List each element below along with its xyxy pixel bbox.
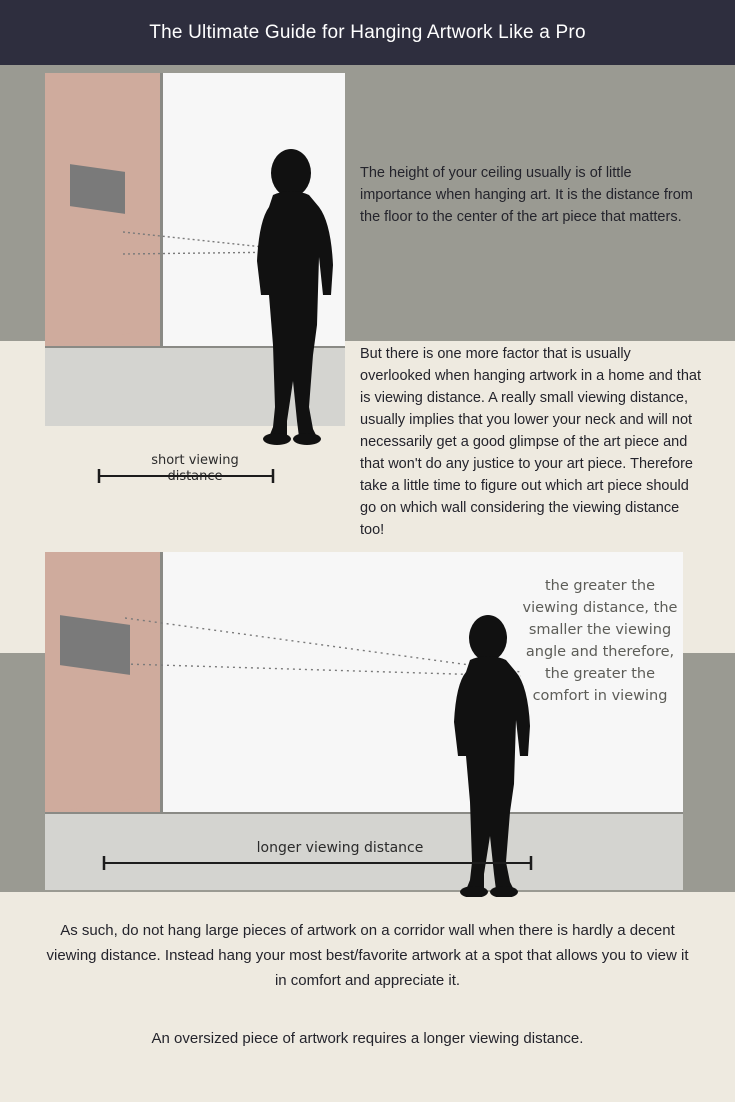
paragraph-viewing-distance: But there is one more factor that is usually overlooked when hanging artwork in a home and that is viewing distance. A really small viewing distance, usually implies that you lower your neck and will not necessarily get a good glimpse of the art piece and that won't do any justice to your art piece. Therefore take a little time to figure out which art piece should go on which wall considering the viewing distance too! <box>360 346 701 538</box>
paragraph-corridor-advice: As such, do not hang large pieces of artwork on a corridor wall when there is hardly a decent viewing distance. Instead hang your most best/favorite artwork at a spot that allows you to view it in comfort and appreciate it. <box>46 922 689 989</box>
measure-arrow-long <box>100 855 535 871</box>
diagram-short-viewing-distance <box>45 73 345 484</box>
side-wall <box>45 552 160 812</box>
floor-perspective-wedge <box>45 794 160 814</box>
artwork-on-wall-icon <box>60 615 130 675</box>
paragraph-ceiling-height: The height of your ceiling usually is of little importance when hanging art. It is the distance from the floor to the center of the art piece that matters. <box>360 165 693 225</box>
floor-perspective-wedge <box>45 328 160 348</box>
note-viewing-angle: the greater the viewing distance, the smaller the viewing angle and therefore, the greater the comfort in viewing <box>522 578 678 704</box>
paragraph-oversized-artwork: An oversized piece of artwork requires a longer viewing distance. <box>151 1030 584 1047</box>
artwork-on-wall-icon <box>70 164 125 214</box>
measure-arrow-short <box>95 468 277 484</box>
person-silhouette <box>243 145 343 445</box>
wall-edge-line <box>160 552 163 812</box>
page-title: The Ultimate Guide for Hanging Artwork Like a Pro <box>149 21 586 43</box>
short-distance-label: short viewing distance <box>151 453 239 484</box>
header-bar <box>0 0 735 65</box>
wall-edge-line <box>160 73 163 346</box>
longer-distance-label: longer viewing distance <box>256 840 424 856</box>
